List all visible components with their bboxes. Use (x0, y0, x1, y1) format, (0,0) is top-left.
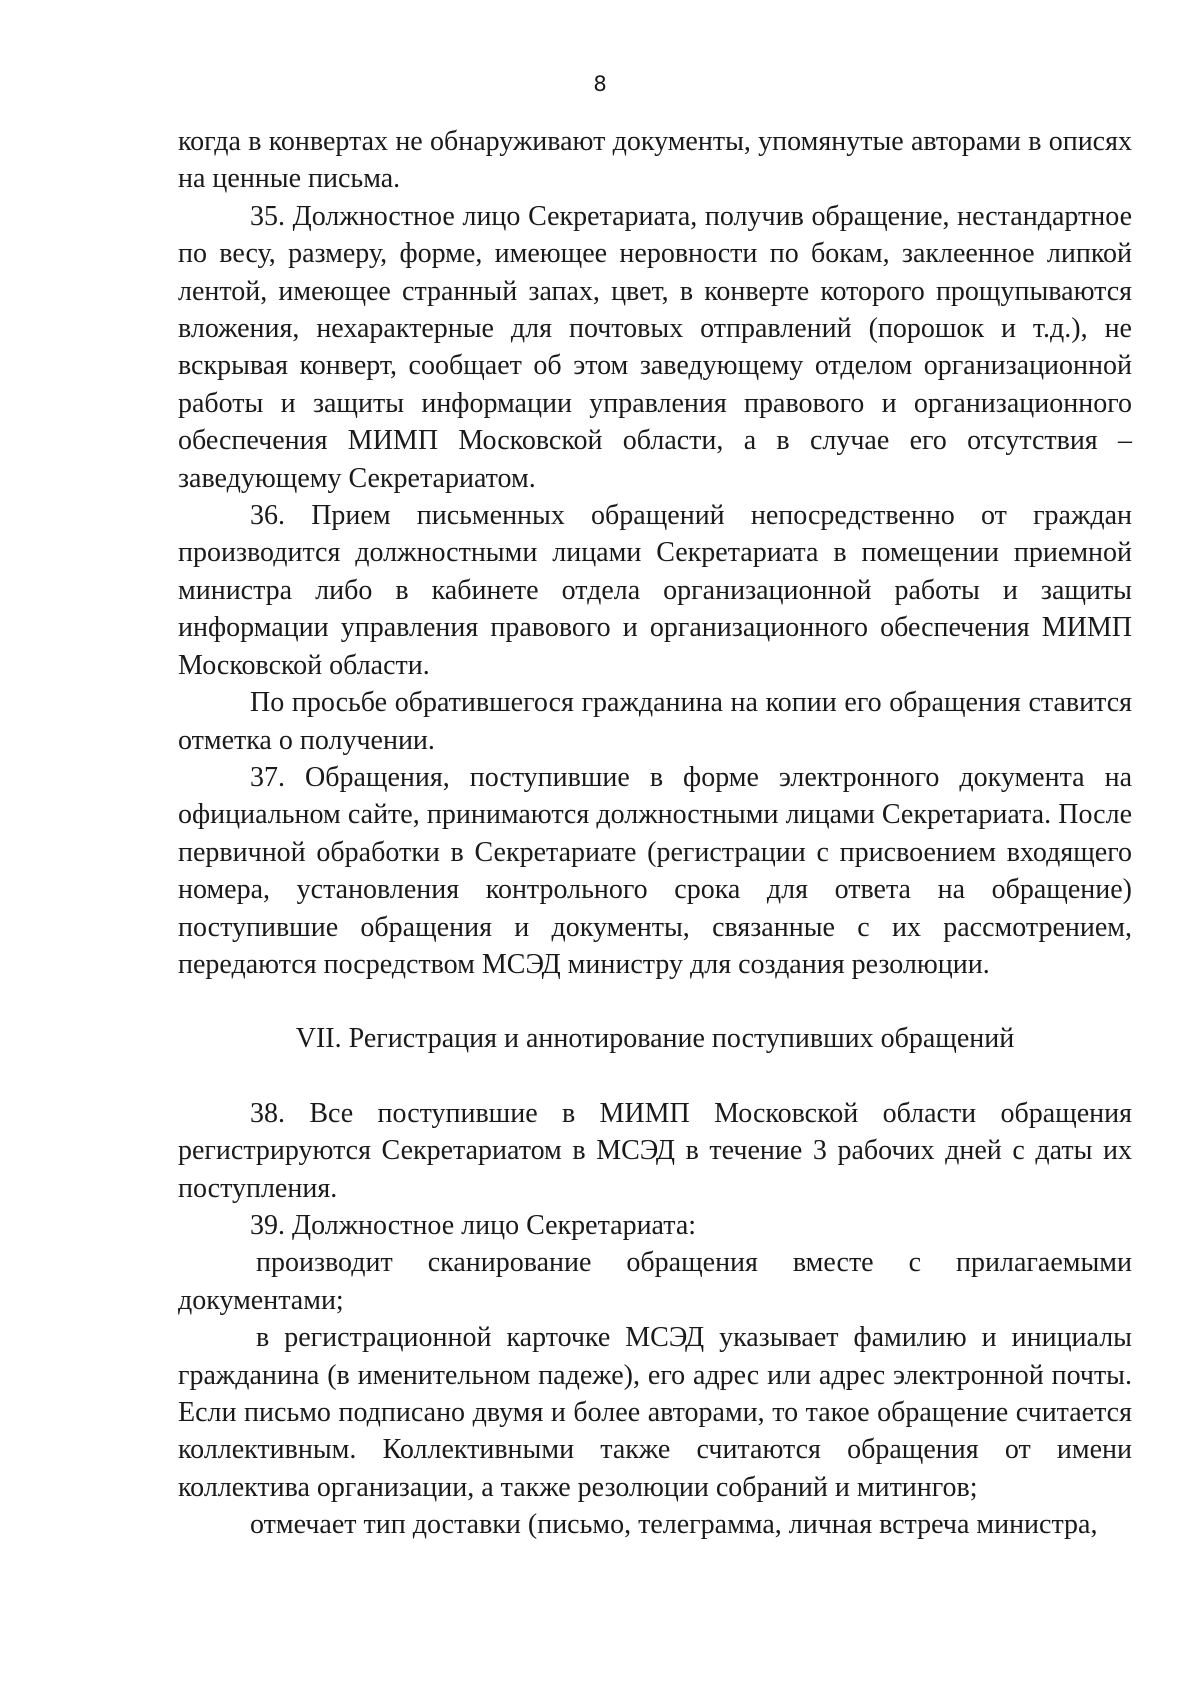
paragraph-receipt-note: По просьбе обратившегося гражданина на копии его обращения ставится отметка о получении. (178, 687, 1132, 756)
paragraph-39: 39. Должностное лицо Секретариата: (250, 1209, 697, 1241)
paragraph-continuation: когда в конвертах не обнаруживают документы, упомянутые авторами в описях на ценные письма. (178, 126, 1132, 195)
list-item-registration-card: в регистрационной карточке МСЭД указывает фамилию и инициалы гражданина (в именительном падеже), его адрес или адрес электронной почты. Если письмо подписано двумя и более авторами, то такое обращение считается коллективным. Коллективными также считаются обращения от имени коллектива организации, а также резолюции собраний и митингов; (178, 1322, 1132, 1503)
document-body (178, 123, 1132, 1544)
page-number: 8 (593, 72, 607, 96)
section-heading: VII. Регистрация и аннотирование поступивших обращений (295, 1023, 1015, 1055)
list-item-scanning: производит сканирование обращения вместе с прилагаемыми документами; (178, 1247, 1132, 1316)
list-item-delivery-type: отмечает тип доставки (письмо, телеграмма, личная встреча министра, (250, 1509, 1098, 1541)
paragraph-35: 35. Должностное лицо Секретариата, получив обращение, нестандартное по весу, размеру, форме, имеющее неровности по бокам, заклеенное липкой лентой, имеющее странный запах, цвет, в конверте которого прощупываются вложения, нехарактерные для почтовых отправлений (порошок и т.д.), не вскрывая конверт, сообщает об этом заведующему отделом организационной работы и защиты информации управления правового и организационного обеспечения МИМП Московской области, а в случае его отсутствия – заведующему Секретариатом. (178, 200, 1132, 494)
paragraph-38: 38. Все поступившие в МИМП Московской области обращения регистрируются Секретариатом в МСЭД в течение 3 рабочих дней с даты их поступления. (178, 1097, 1132, 1204)
paragraph-37: 37. Обращения, поступившие в форме электронного документа на официальном сайте, принимаются должностными лицами Секретариата. После первичной обработки в Секретариате (регистрации с присвоением входящего номера, установления контрольного срока для ответа на обращение) поступившие обращения и документы, связанные с их рассмотрением, передаются посредством МСЭД министру для создания резолюции. (178, 761, 1132, 980)
paragraph-36: 36. Прием письменных обращений непосредственно от граждан производится должностными лицами Секретариата в помещении приемной министра либо в кабинете отдела организационной работы и защиты информации управления правового и организационного обеспечения МИМП Московской области. (178, 500, 1132, 681)
